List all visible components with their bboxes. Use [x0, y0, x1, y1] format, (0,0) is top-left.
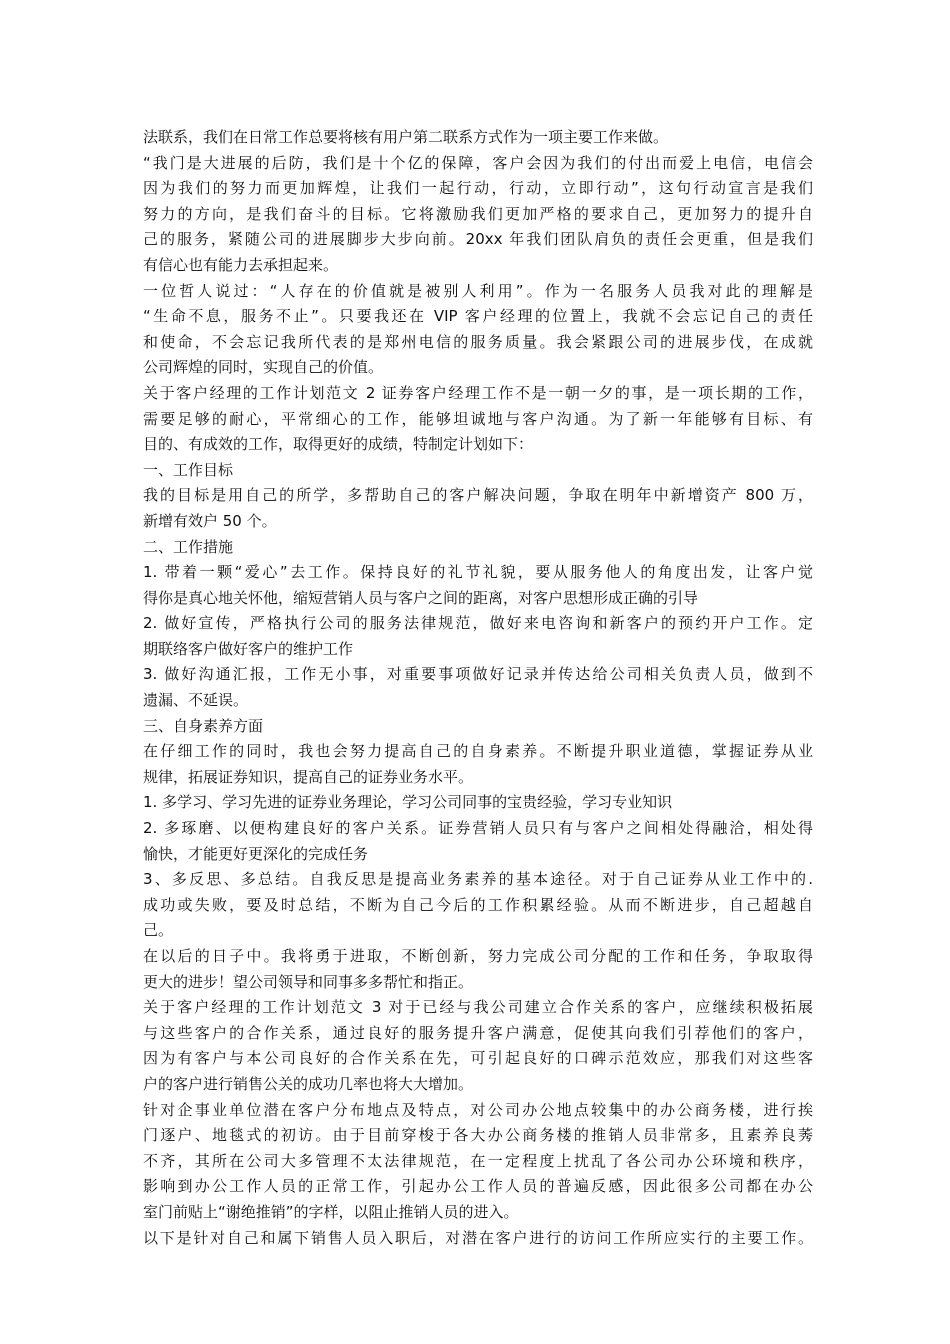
text-line: 户的客户进行销售公关的成功几率也将大大增加。 — [143, 1074, 474, 1093]
text-line: “我门是大进展的后防，我们是十个亿的保障，客户会因为我们的付出而爱上电信，电信会 — [143, 153, 813, 172]
text-line: 己的服务，紧随公司的进展脚步大步向前。20xx 年我们团队肩负的责任会更重，但是我们 — [143, 230, 813, 249]
text-line: 一位哲人说过：“人存在的价值就是被别人利用”。作为一名服务人员我对此的理解是 — [143, 281, 813, 300]
text-line: 法联系，我们在日常工作总要将核有用户第二联系方式作为一项主要工作来做。 — [143, 128, 669, 146]
text-line: “生命不息，服务不止”。只要我还在 VIP 客户经理的位置上，我就不会忘记自己的责任 — [143, 307, 813, 326]
text-line: 一、工作目标 — [143, 460, 234, 479]
text-line: 3. 做好沟通汇报，工作无小事，对重要事项做好记录并传达给公司相关负责人员，做到不 — [143, 665, 813, 684]
text-line: 影响到办公工作人员的正常工作，引起办公工作人员的普遍反感，因此很多公司都在办公 — [143, 1177, 813, 1196]
text-line: 规律，拓展证券知识，提高自己的证券业务水平。 — [143, 767, 474, 786]
text-line: 得你是真心地关怀他，缩短营销人员与客户之间的距离，对客户思想形成正确的引导 — [143, 588, 699, 607]
text-line: 和使命，不会忘记我所代表的是郑州电信的服务质量。我会紧跟公司的进展步伐，在成就 — [143, 332, 813, 351]
text-line: 愉快，才能更好更深化的完成任务 — [143, 844, 369, 863]
text-line: 二、工作措施 — [143, 537, 234, 556]
text-line: 成功或失败，要及时总结，不断为自己今后的工作积累经验。从而不断进步，自己超越自 — [143, 895, 813, 914]
text-line: 更大的进步！望公司领导和同事多多帮忙和指正。 — [143, 972, 474, 991]
text-line: 期联络客户做好客户的维护工作 — [143, 639, 354, 658]
document-body — [143, 125, 813, 1251]
text-line: 门逐户、地毯式的初访。由于目前穿梭于各大办公商务楼的推销人员非常多，且素养良莠 — [143, 1126, 813, 1145]
text-line: 目的、有成效的工作，取得更好的成绩，特制定计划如下： — [143, 435, 534, 454]
text-line: 需要足够的耐心，平常细心的工作，能够坦诚地与客户沟通。为了新一年能够有目标、有 — [143, 409, 813, 428]
text-line: 在仔细工作的同时，我也会努力提高自己的自身素养。不断提升职业道德，掌握证券从业 — [143, 742, 813, 761]
text-line: 努力的方向，是我们奋斗的目标。它将激励我们更加严格的要求自己，更加努力的提升自 — [143, 204, 813, 223]
text-line: 室门前贴上“谢绝推销”的字样，以阻止推销人员的进入。 — [143, 1202, 519, 1221]
text-line: 我的目标是用自己的所学，多帮助自己的客户解决问题，争取在明年中新增资产 800 万， — [143, 486, 813, 505]
text-line: 公司辉煌的同时，实现自己的价值。 — [143, 358, 384, 377]
text-line: 2. 多琢磨、以便构建良好的客户关系。证券营销人员只有与客户之间相处得融洽，相处得 — [143, 819, 813, 838]
text-line: 己。 — [143, 921, 174, 940]
text-line: 1. 带着一颗“爱心”去工作。保持良好的礼节礼貌，要从服务他人的角度出发，让客户觉 — [143, 563, 813, 582]
text-line: 1. 多学习、学习先进的证券业务理论，学习公司同事的宝贵经验，学习专业知识 — [143, 793, 673, 812]
text-line: 与这些客户的合作关系，通过良好的服务提升客户满意，促使其向我们引荐他们的客户， — [143, 1023, 813, 1042]
text-line: 关于客户经理的工作计划范文 3 对于已经与我公司建立合作关系的客户，应继续积极拓展 — [143, 998, 813, 1017]
text-line: 2. 做好宣传，严格执行公司的服务法律规范，做好来电咨询和新客户的预约开户工作。定 — [143, 614, 813, 633]
text-line: 针对企事业单位潜在客户分布地点及特点，对公司办公地点较集中的办公商务楼，进行挨 — [143, 1100, 813, 1119]
text-line: 因为我们的努力而更加辉煌，让我们一起行动，行动，立即行动”，这句行动宣言是我们 — [143, 179, 813, 198]
text-line: 3、多反思、多总结。自我反思是提高业务素养的基本途径。对于自己证券从业工作中的. — [143, 870, 813, 889]
text-line: 三、自身素养方面 — [143, 716, 264, 735]
text-line: 在以后的日子中。我将勇于进取，不断创新，努力完成公司分配的工作和任务，争取取得 — [143, 947, 813, 965]
text-line: 以下是针对自己和属下销售人员入职后，对潜在客户进行的访问工作所应实行的主要工作。 — [143, 1228, 813, 1247]
text-line: 遗漏、不延误。 — [143, 691, 249, 710]
text-line: 因为有客户与本公司良好的合作关系在先，可引起良好的口碑示范效应，那我们对这些客 — [143, 1049, 813, 1068]
text-line: 新增有效户 50 个。 — [143, 511, 277, 530]
text-line: 不齐，其所在公司大多管理不太法律规范，在一定程度上扰乱了各公司办公环境和秩序， — [143, 1151, 813, 1170]
text-line: 有信心也有能力去承担起来。 — [143, 255, 339, 274]
text-line: 关于客户经理的工作计划范文 2 证券客户经理工作不是一朝一夕的事，是一项长期的工作， — [143, 383, 813, 402]
